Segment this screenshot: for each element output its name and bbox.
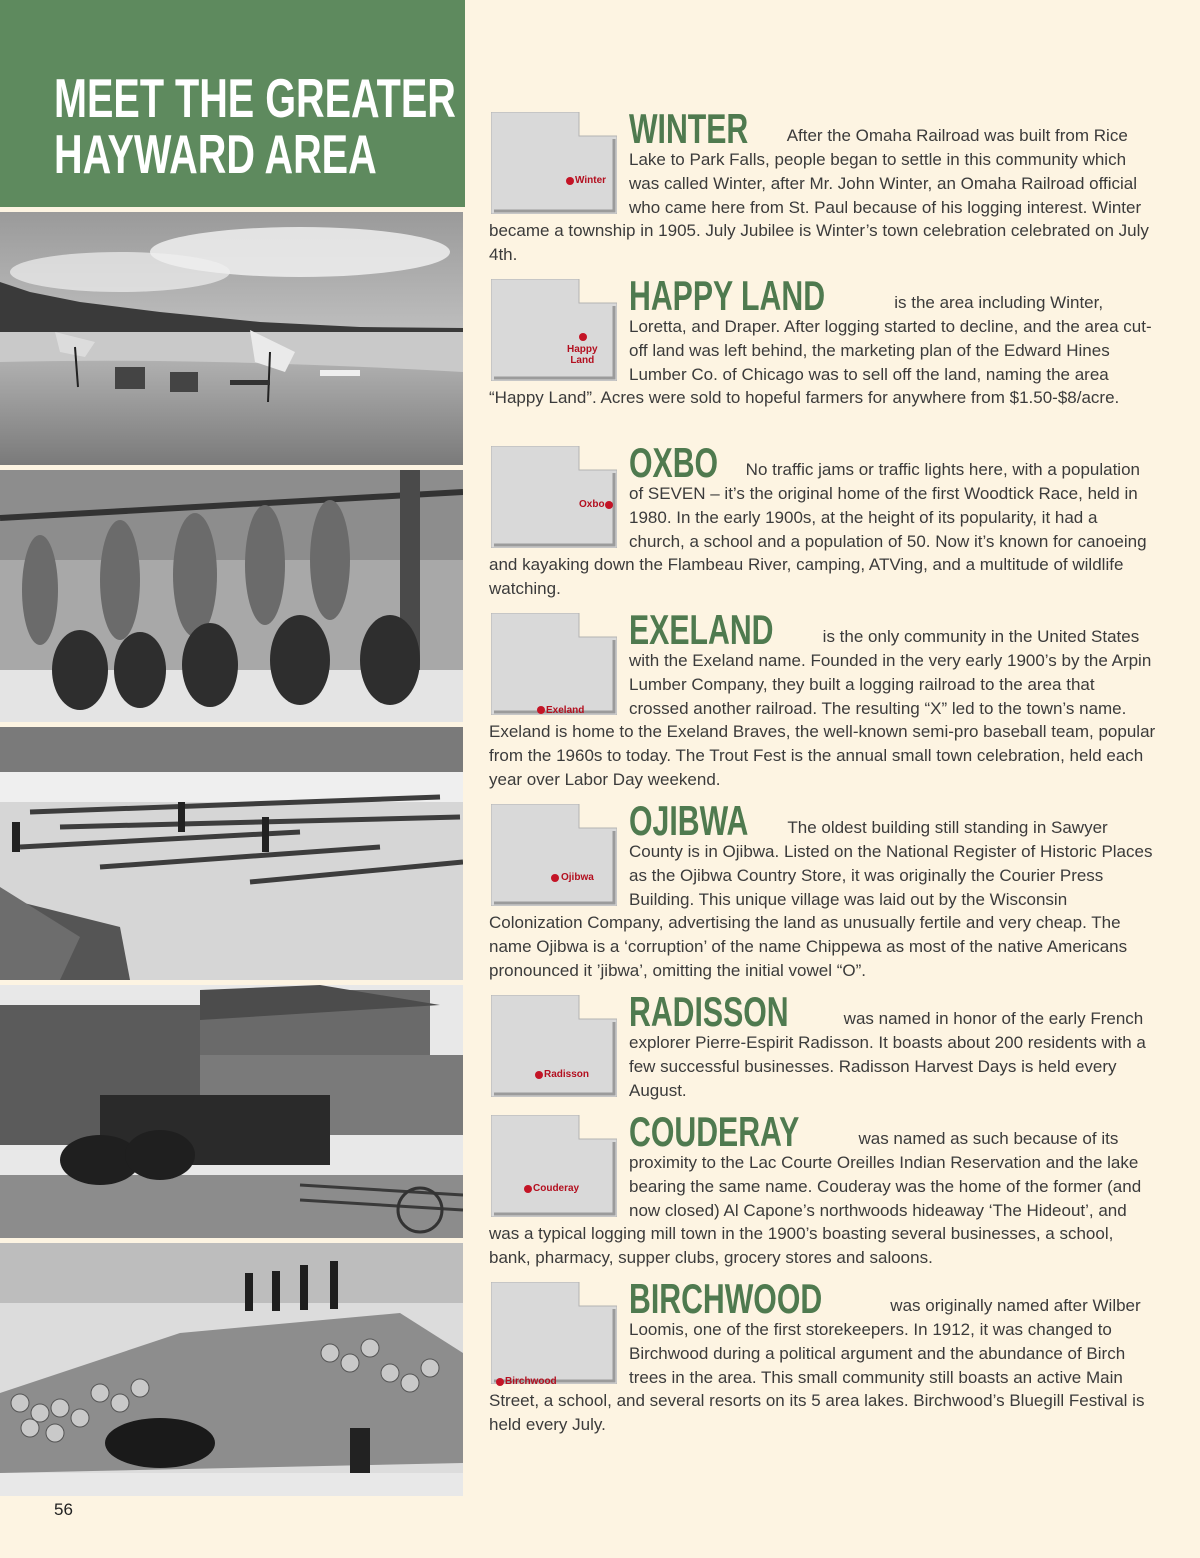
county-outline-icon <box>491 804 617 906</box>
sawmill-photo <box>0 985 463 1238</box>
entry-winter <box>489 105 1157 267</box>
left-column <box>0 0 465 1558</box>
county-outline-icon <box>491 279 617 381</box>
page-title: MEET THE GREATER HAYWARD AREA <box>54 67 456 185</box>
map-label: Oxbo <box>579 499 605 510</box>
entry-name: EXELAND <box>629 606 774 653</box>
map-label: Winter <box>575 175 607 186</box>
location-dot-icon <box>535 1071 543 1079</box>
couderay-map <box>491 1115 617 1217</box>
entry-radisson <box>489 988 1157 1102</box>
county-outline-icon <box>491 112 617 214</box>
entry-exeland <box>489 606 1157 792</box>
location-dot-icon <box>524 1185 532 1193</box>
birchwood-map <box>491 1282 617 1387</box>
entry-name: HAPPY LAND <box>629 272 826 319</box>
entry-name: BIRCHWOOD <box>629 1275 823 1322</box>
happy-land-map <box>491 279 617 381</box>
entry-description: is the area including Winter, Loretta, and Draper. After logging started to decline, and the area cut-off land was left behind, the marketing plan of the Edward Hines Lumber Co. of Chicago was to sell off the land, naming the area “Happy Land”. Acres were sold to hopeful farmers for anywhere from $1.50-$8/acre. <box>489 293 1152 408</box>
map-label: Birchwood <box>505 1376 557 1387</box>
entry-name: COUDERAY <box>629 1108 800 1155</box>
map-label: Couderay <box>533 1183 580 1194</box>
location-dot-icon <box>537 706 545 714</box>
entry-description: No traffic jams or traffic lights here, with a population of SEVEN – it’s the original home of the first Woodtick Race, held in 1980. In the early 1900s, at the height of its popularity, it had a church, a school and a population of 50. Now it’s known for canoeing and kayaking down the Flambeau River, camping, ATVing, and a multitude of wildlife watching. <box>489 460 1147 599</box>
entry-happy-land <box>489 272 1157 410</box>
county-outline-icon <box>491 613 617 715</box>
beach-photo <box>0 212 463 465</box>
map-label: Radisson <box>544 1069 590 1080</box>
location-dot-icon <box>496 1378 504 1386</box>
map-label: Exeland <box>546 705 585 716</box>
ojibwa-map <box>491 804 617 906</box>
entry-name: OJIBWA <box>629 797 749 844</box>
county-outline-icon <box>491 446 617 548</box>
map-label: Ojibwa <box>561 872 594 883</box>
title-banner <box>0 0 465 207</box>
entry-description: The oldest building still standing in Sawyer County is in Ojibwa. Listed on the National Register of Historic Places as the Ojibwa Country Store, it was originally the Courier Press Building. This unique village was laid out by the Wisconsin Colonization Company, advertising the land as unusually fertile and very cheap. The name Ojibwa is a ‘corruption’ of the name Chippewa as most of the native Americans pronounced it ’jibwa’, omitting the initial vowel “O”. <box>489 818 1153 980</box>
exeland-map <box>491 613 617 715</box>
log-drive-photo <box>0 727 463 980</box>
entry-description: After the Omaha Railroad was built from Rice Lake to Park Falls, people began to settle in this community which was called Winter, after Mr. John Winter, an Omaha Railroad official who came here from St. Paul because of his logging interest. Winter became a township in 1905. July Jubilee is Winter’s town celebration celebrated on July 4th. <box>489 126 1149 265</box>
location-dot-icon <box>551 874 559 882</box>
map-label: Happy Land <box>567 344 598 366</box>
entry-birchwood <box>489 1275 1157 1437</box>
entry-description: was named as such because of its proximity to the Lac Courte Oreilles Indian Reservation and the lake bearing the same name. Couderay was the home of the former (and now closed) Al Capone’s northwoods hideaway ‘The Hideout’, and was a typical logging mill town in the 1900’s boasting several businesses, a school, bank, pharmacy, supper clubs, grocery stores and saloons. <box>489 1129 1142 1268</box>
entry-ojibwa <box>489 797 1157 983</box>
winter-map <box>491 112 617 214</box>
county-outline-icon <box>491 1282 617 1384</box>
location-dot-icon <box>579 333 587 341</box>
county-outline-icon <box>491 1115 617 1217</box>
oxbo-map <box>491 446 617 548</box>
entry-description: is the only community in the United States with the Exeland name. Founded in the very early 1900’s by the Arpin Lumber Company, they built a logging railroad to the area that crossed another railroad. The resulting “X” led to the town’s name. Exeland is home to the Exeland Braves, the well-known semi-pro baseball team, popular from the 1960s to today. The Trout Fest is the annual small town celebration, held each year over Labor Day weekend. <box>489 627 1156 789</box>
entry-oxbo <box>489 439 1157 601</box>
location-dot-icon <box>566 177 574 185</box>
entry-couderay <box>489 1108 1157 1270</box>
log-pile-photo <box>0 1243 463 1496</box>
page-number: 56 <box>54 1500 73 1519</box>
entry-name: RADISSON <box>629 988 789 1035</box>
radisson-map <box>491 995 617 1097</box>
entry-description: was originally named after Wilber Loomis, one of the first storekeepers. In 1912, it was changed to Birchwood during a political argument and the abundance of Birch trees in the area. This small community still boasts an active Main Street, a school, and several resorts on its 5 area lakes. Birchwood’s Bluegill Festival is held every July. <box>489 1296 1145 1435</box>
location-dot-icon <box>605 501 613 509</box>
entry-description: was named in honor of the early French explorer Pierre-Espirit Radisson. It boasts about 200 residents with a few successful businesses. Radisson Harvest Days is held every August. <box>629 1009 1146 1100</box>
deer-hunters-photo <box>0 470 463 722</box>
entry-name: OXBO <box>629 439 719 486</box>
entry-name: WINTER <box>629 105 749 152</box>
county-outline-icon <box>491 995 617 1097</box>
